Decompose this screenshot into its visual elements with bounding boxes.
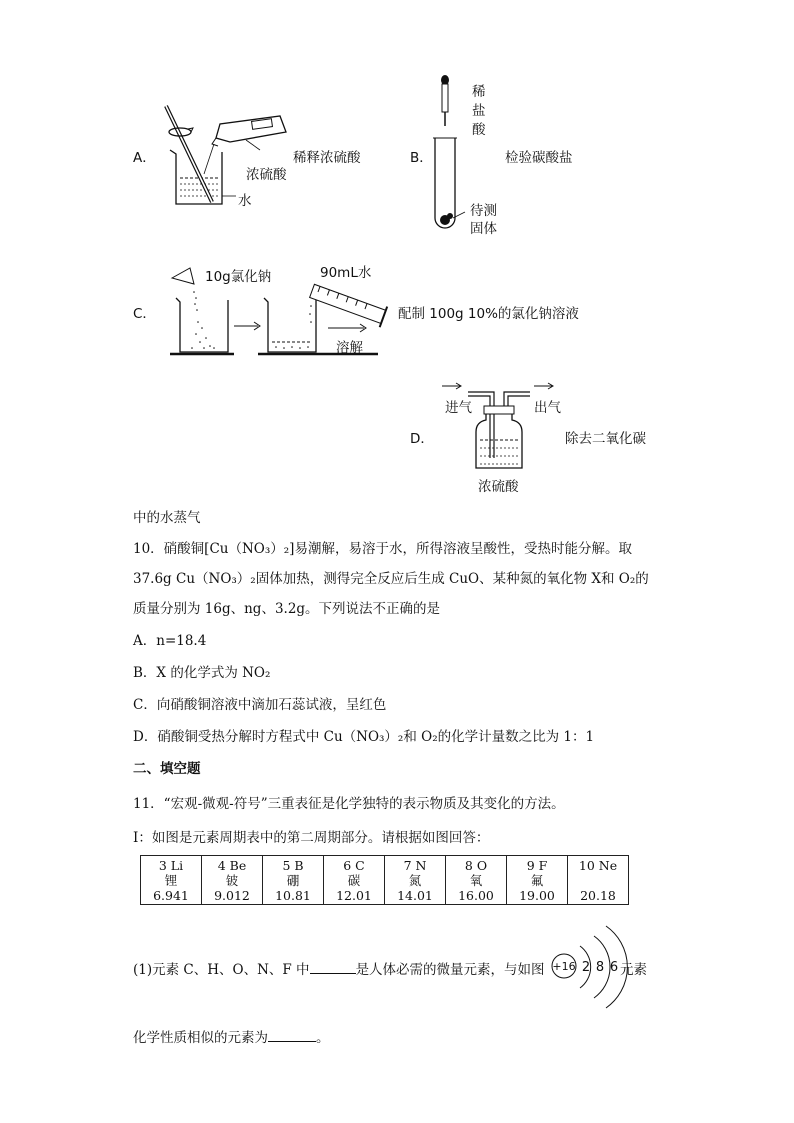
element-symbol: 5 B	[282, 857, 304, 873]
q11-sub1-text-b: 是人体必需的微量元素，与如图	[355, 962, 545, 978]
concentrated-acid-label: 浓硫酸	[246, 167, 287, 183]
element-symbol: 4 Be	[217, 857, 247, 873]
element-mass: 19.00	[519, 887, 555, 903]
salt-label: 10g氯化钠	[205, 269, 272, 285]
reagent-char-1: 稀	[472, 84, 486, 100]
shell-2-electrons: 8	[595, 960, 605, 975]
reagent-char-3: 酸	[472, 122, 486, 138]
option-a-letter: A．	[133, 150, 156, 166]
q10-option-d: D．硝酸铜受热分解时方程式中 Cu（NO₃）₂和 O₂的化学计量数之比为 1：1	[133, 729, 595, 745]
element-mass: 16.00	[458, 887, 494, 903]
option-c-caption: 配制 100g 10%的氯化钠溶液	[398, 306, 579, 322]
element-symbol: 9 F	[526, 857, 548, 873]
gas-out-label: 出气	[534, 400, 561, 416]
element-cell	[568, 856, 629, 905]
water-label: 水	[238, 193, 252, 209]
q11-part1: Ⅰ：如图是元素周期表中的第二周期部分。请根据如图回答：	[133, 830, 490, 846]
q11-sub1-text-d: 化学性质相似的元素为	[133, 1030, 268, 1046]
q11-sub1-text-c: 元素	[620, 962, 647, 978]
element-mass: 14.01	[397, 887, 433, 903]
solution-prep-diagram	[168, 262, 408, 362]
q11-sub1-line-2	[133, 1026, 330, 1046]
option-b-letter: B．	[410, 150, 433, 166]
element-name: 氟	[530, 872, 544, 888]
dilute-hcl-label	[472, 83, 486, 140]
reagent-char-2: 盐	[472, 103, 486, 119]
section-title: 二、填空题	[133, 761, 201, 777]
element-mass: 20.18	[580, 887, 616, 903]
element-mass: 9.012	[214, 887, 250, 903]
element-name: 氮	[408, 872, 422, 888]
option-d-caption: 除去二氧化碳	[565, 431, 646, 447]
option-c-letter: C．	[133, 306, 156, 322]
bottle-acid-label: 浓硫酸	[478, 479, 519, 495]
sample-line-2: 固体	[470, 221, 497, 237]
element-symbol: 8 O	[464, 857, 488, 873]
water-volume-label: 90mL水	[320, 265, 372, 281]
q10-option-b: B．X 的化学式为 NO₂	[133, 665, 271, 681]
nucleus-charge: +16	[552, 960, 576, 973]
gas-washing-bottle-diagram	[440, 378, 560, 478]
sample-line-1: 待测	[470, 203, 497, 219]
element-symbol: 3 Li	[158, 857, 184, 873]
gas-in-label: 进气	[445, 400, 472, 416]
dissolve-label: 溶解	[336, 340, 363, 356]
element-cell	[446, 856, 507, 905]
periodic-table-period-2	[140, 855, 629, 905]
q10-line-3: 质量分别为 16g、ng、3.2g。下列说法不正确的是	[133, 601, 441, 617]
element-cell	[324, 856, 385, 905]
answer-blank-1[interactable]	[310, 961, 356, 974]
element-mass: 10.81	[275, 887, 311, 903]
q10-line-1: 10．硝酸铜[Cu（NO₃）₂]易潮解，易溶于水，所得溶液呈酸性，受热时能分解。取	[133, 541, 632, 557]
q11-sub1-text-a: (1)元素 C、H、O、N、F 中	[133, 962, 310, 978]
element-symbol: 10 Ne	[578, 857, 618, 873]
q10-option-a: A．n=18.4	[133, 633, 207, 649]
q10-line-2: 37.6g Cu（NO₃）₂固体加热，测得完全反应后生成 CuO、某种氮的氧化物 X和 O₂的	[133, 571, 649, 587]
element-name	[568, 873, 628, 888]
shell-1-electrons: 2	[581, 960, 591, 975]
sample-label	[470, 202, 497, 238]
element-name: 碳	[347, 872, 361, 888]
q11-sub1-end: 。	[316, 1030, 330, 1046]
answer-blank-2[interactable]	[268, 1029, 316, 1042]
element-name: 铍	[225, 872, 239, 888]
element-cell	[385, 856, 446, 905]
option-b-caption: 检验碳酸盐	[505, 150, 573, 166]
option-d-continuation: 中的水蒸气	[133, 510, 201, 526]
q11-sub1-line	[133, 958, 545, 978]
q11-intro: 11．“宏观-微观-符号”三重表征是化学独特的表示物质及其变化的方法。	[133, 796, 565, 812]
element-name: 锂	[164, 872, 178, 888]
option-a-caption: 稀释浓硫酸	[293, 150, 361, 166]
element-mass: 6.941	[153, 887, 189, 903]
element-symbol: 7 N	[403, 857, 427, 873]
element-name: 氧	[469, 872, 483, 888]
element-mass: 12.01	[336, 887, 372, 903]
element-symbol: 6 C	[343, 857, 365, 873]
element-cell	[263, 856, 324, 905]
element-cell	[507, 856, 568, 905]
element-name: 硼	[286, 872, 300, 888]
element-cell	[141, 856, 202, 905]
q10-option-c: C．向硝酸铜溶液中滴加石蕊试液，呈红色	[133, 697, 387, 713]
option-d-letter: D．	[410, 431, 434, 447]
element-cell	[202, 856, 263, 905]
shell-3-electrons: 6	[609, 960, 619, 975]
